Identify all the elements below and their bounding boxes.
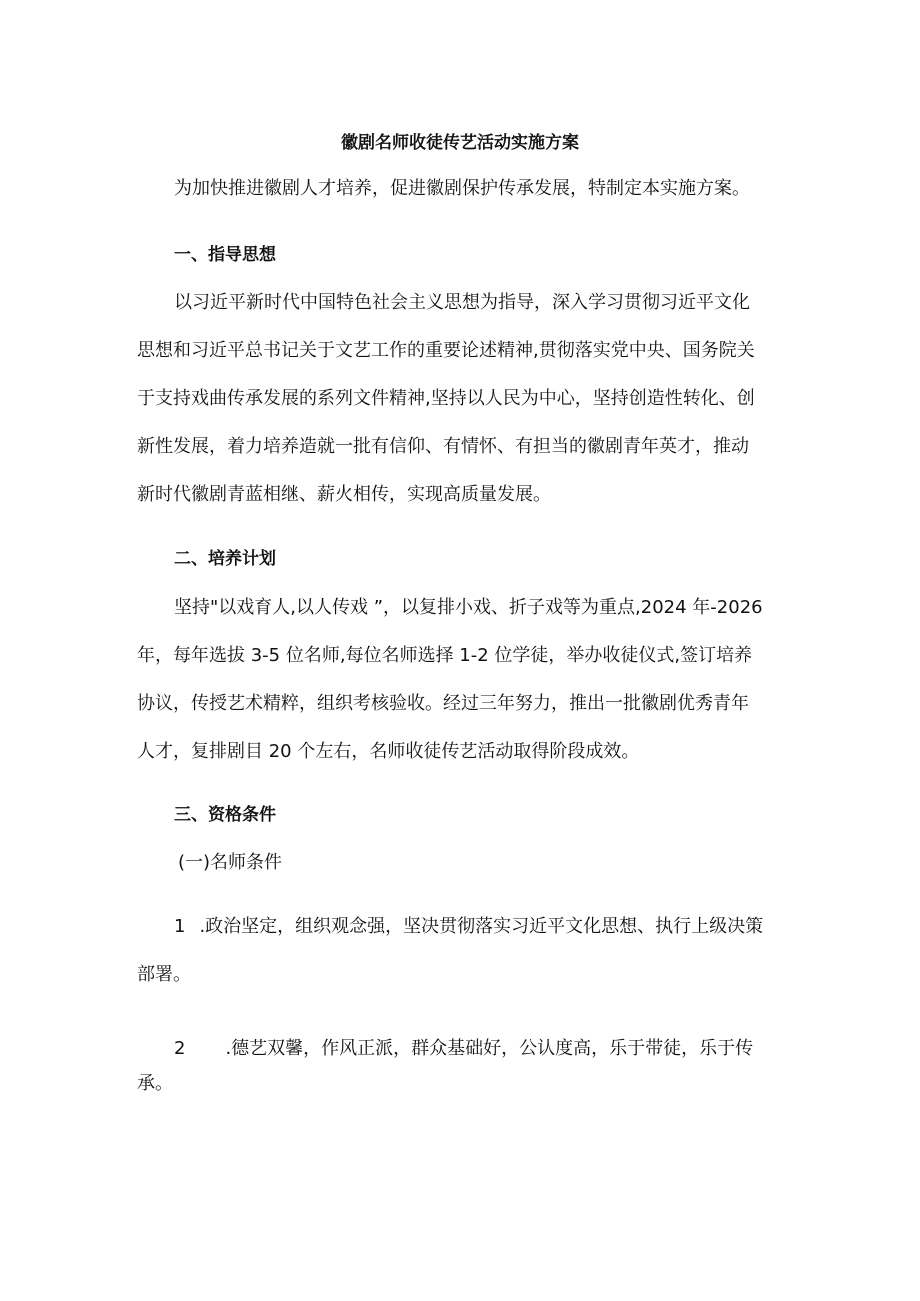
section-1-line-3: 于支持戏曲传承发展的系列文件精神,坚持以人民为中心，坚持创造性转化、创 bbox=[137, 388, 755, 409]
section-1-line-1: 以习近平新时代中国特色社会主义思想为指导，深入学习贯彻习近平文化 bbox=[174, 292, 750, 313]
condition-item-1 bbox=[174, 914, 763, 940]
condition-item-2 bbox=[174, 1036, 753, 1062]
condition-item-2-number: 2 bbox=[174, 1038, 186, 1059]
subheading-master-conditions: (一)名师条件 bbox=[178, 852, 283, 873]
condition-item-2-continued: 承。 bbox=[137, 1073, 173, 1094]
section-heading-guiding-thought: 一、指导思想 bbox=[174, 245, 276, 265]
document-title: 徽剧名师收徒传艺活动实施方案 bbox=[341, 133, 579, 153]
condition-item-2-text: .德艺双馨，作风正派，群众基础好，公认度高，乐于带徒，乐于传 bbox=[225, 1038, 754, 1059]
section-1-line-2: 思想和习近平总书记关于文艺工作的重要论述精神,贯彻落实党中央、国务院关 bbox=[137, 340, 755, 361]
condition-item-1-continued: 部署。 bbox=[137, 964, 191, 985]
condition-item-1-text: .政治坚定，组织观念强，坚决贯彻落实习近平文化思想、执行上级决策 bbox=[199, 916, 764, 937]
intro-paragraph: 为加快推进徽剧人才培养，促进徽剧保护传承发展，特制定本实施方案。 bbox=[174, 178, 750, 199]
condition-item-1-number: 1 bbox=[174, 916, 186, 937]
section-heading-qualifications: 三、资格条件 bbox=[174, 805, 276, 825]
section-2-line-1: 坚持"以戏育人,以人传戏 ”，以复排小戏、折子戏等为重点,2024 年-2026 bbox=[174, 597, 763, 618]
section-1-line-5: 新时代徽剧青蓝相继、薪火相传，实现高质量发展。 bbox=[137, 484, 551, 505]
section-2-line-3: 协议，传授艺术精粹，组织考核验收。经过三年努力，推出一批徽剧优秀青年 bbox=[137, 693, 749, 714]
section-heading-training-plan: 二、培养计划 bbox=[174, 549, 276, 569]
section-2-line-2: 年，每年选拔 3-5 位名师,每位名师选择 1-2 位学徒，举办收徒仪式,签订培养 bbox=[137, 645, 753, 666]
section-1-line-4: 新性发展，着力培养造就一批有信仰、有情怀、有担当的徽剧青年英才，推动 bbox=[137, 436, 749, 457]
section-2-line-4: 人才，复排剧目 20 个左右，名师收徒传艺活动取得阶段成效。 bbox=[137, 741, 640, 762]
